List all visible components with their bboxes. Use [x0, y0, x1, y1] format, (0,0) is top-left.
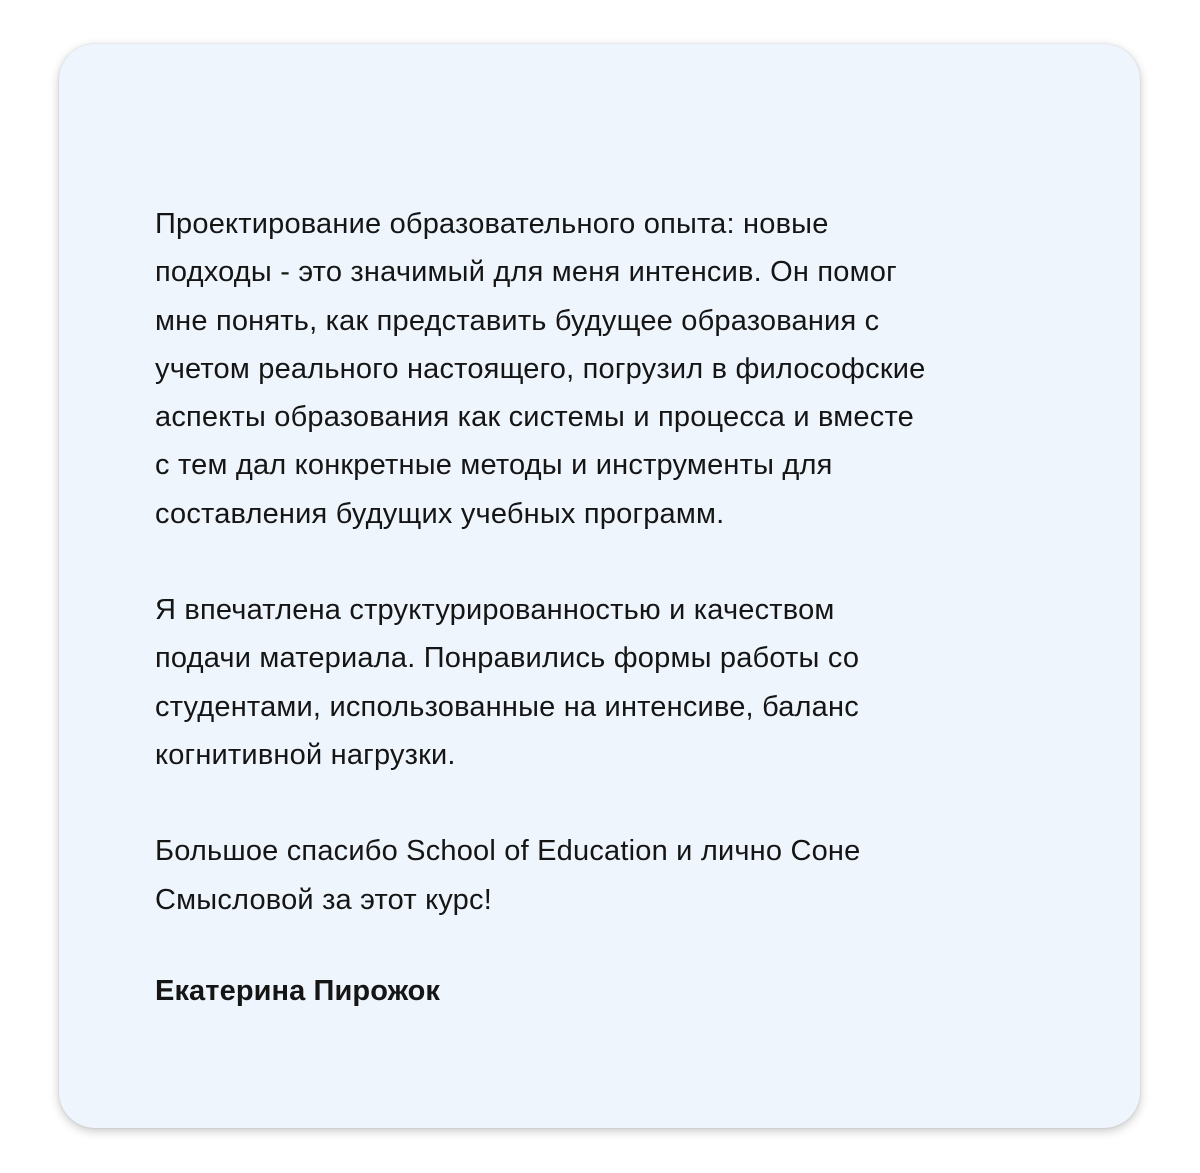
text-line: студентами, использованные на интенсиве, баланс	[155, 690, 859, 723]
text-line: когнитивной нагрузки.	[155, 738, 456, 771]
review-paragraph-1	[155, 200, 1075, 538]
review-author: Екатерина Пирожок	[155, 974, 441, 1007]
text-line: мне понять, как представить будущее образования с	[155, 304, 880, 337]
paragraph-spacer	[155, 538, 1075, 586]
text-line: подачи материала. Понравились формы работы со	[155, 642, 860, 675]
text-line: с тем дал конкретные методы и инструменты для	[155, 449, 833, 482]
review-card	[59, 44, 1140, 1128]
text-line: Смысловой за этот курс!	[155, 883, 492, 916]
paragraph-spacer	[155, 924, 1075, 967]
review-paragraph-2	[155, 586, 1075, 779]
text-line: учетом реального настоящего, погрузил в философские	[155, 352, 926, 385]
text-line: Я впечатлена структурированностью и качеством	[155, 594, 835, 627]
text-line: составления будущих учебных программ.	[155, 497, 725, 530]
text-line: подходы - это значимый для меня интенсив. Он помог	[155, 256, 897, 289]
text-line: Проектирование образовательного опыта: новые	[155, 208, 829, 240]
text-line: аспекты образования как системы и процесса и вместе	[155, 401, 914, 434]
review-paragraph-3	[155, 827, 1075, 924]
review-content	[155, 200, 1075, 1015]
text-line: Большое спасибо School of Education и лично Соне	[155, 835, 861, 868]
paragraph-spacer	[155, 779, 1075, 827]
